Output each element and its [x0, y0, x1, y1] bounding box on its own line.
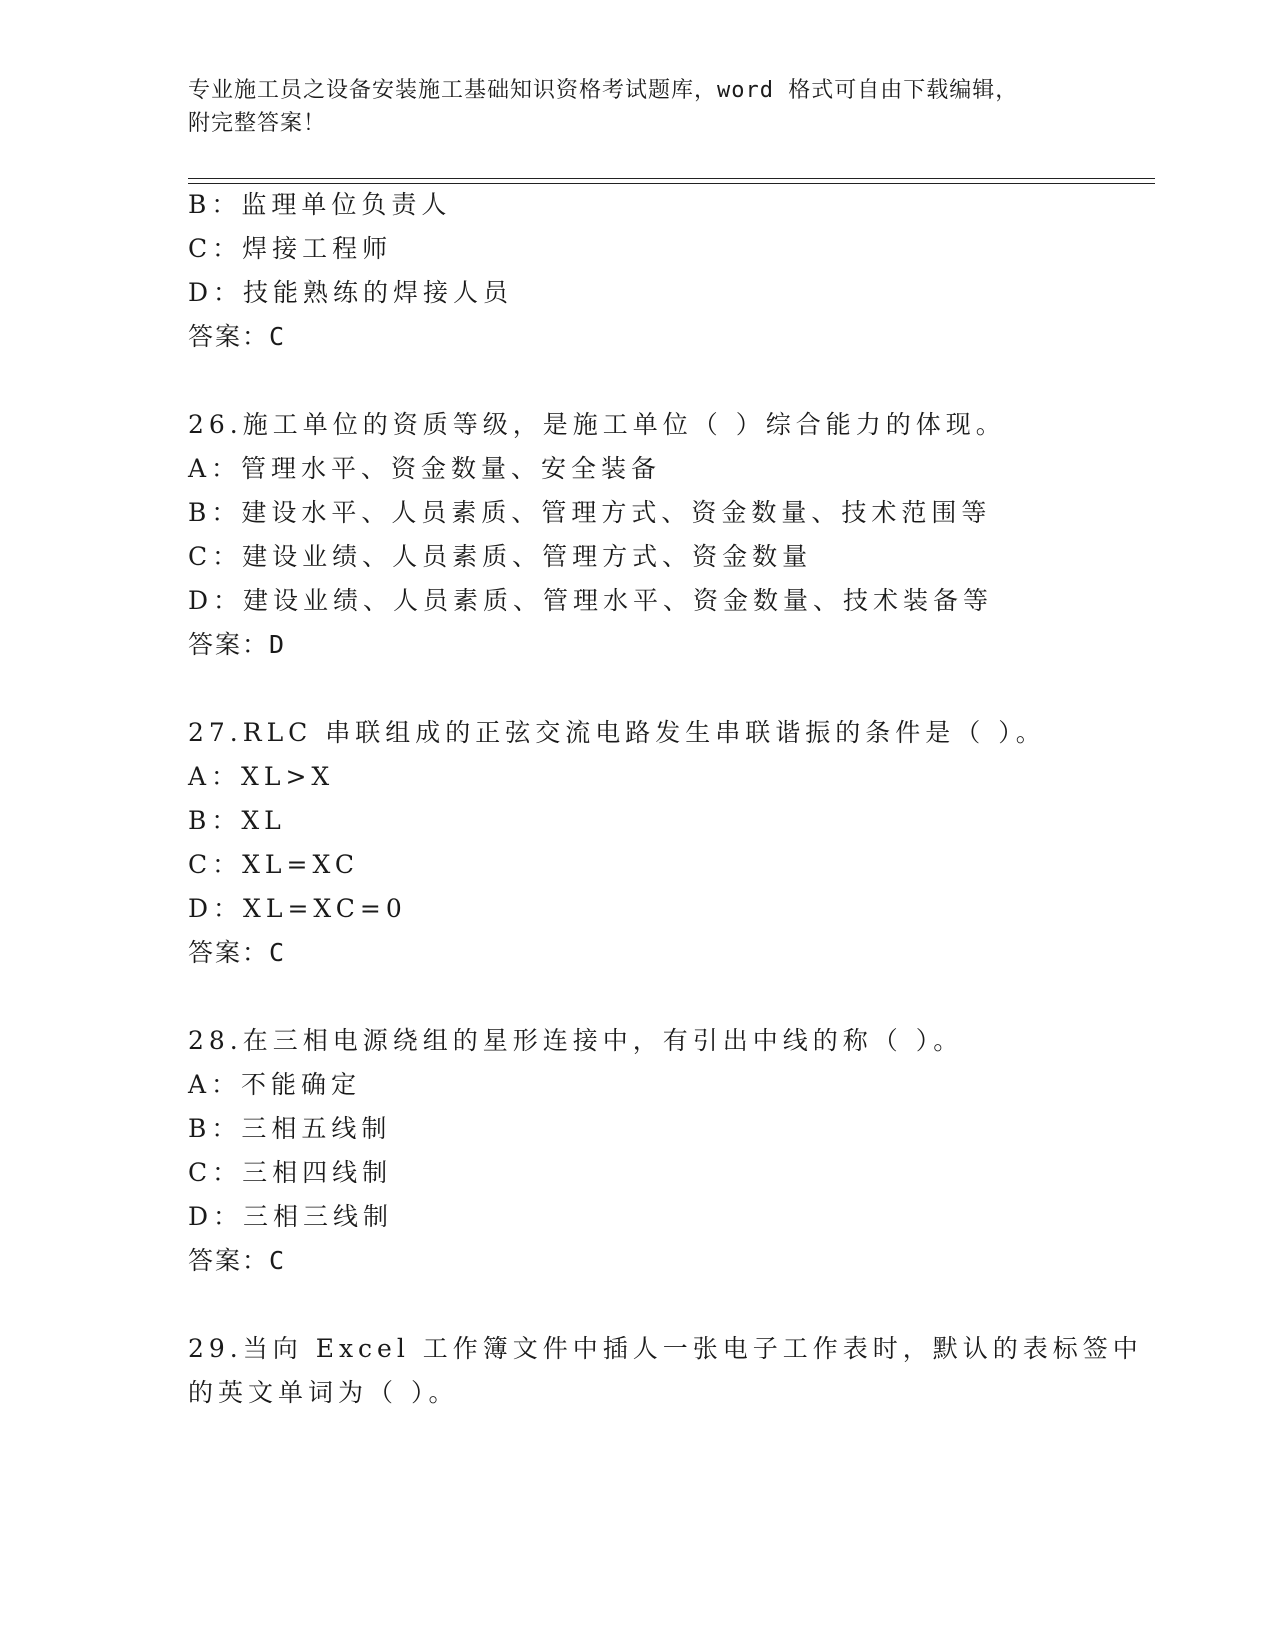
q25-option-b: B：监理单位负责人: [188, 190, 452, 219]
q25-answer: [188, 320, 285, 354]
q26-option-d: D：建设业绩、人员素质、管理水平、资金数量、技术装备等: [188, 586, 994, 615]
answer-label: 答案：: [188, 938, 270, 967]
q27-answer: [188, 936, 285, 970]
document-header: [188, 74, 1068, 140]
q27-option-d: D：XL=XC=0: [188, 894, 407, 923]
q28-question: 28.在三相电源绕组的星形连接中，有引出中线的称（ ）。: [188, 1026, 964, 1055]
answer-value: C: [269, 322, 286, 351]
q25-option-d: D：技能熟练的焊接人员: [188, 278, 514, 307]
q25-option-c: C：焊接工程师: [188, 234, 393, 263]
header-divider-top: [188, 178, 1155, 179]
q28-option-b: B：三相五线制: [188, 1114, 392, 1143]
q28-option-d: D：三相三线制: [188, 1202, 394, 1231]
answer-value: C: [269, 938, 286, 967]
q29-question-line-2: 的英文单词为（ ）。: [188, 1378, 459, 1407]
q26-question: 26.施工单位的资质等级，是施工单位（ ）综合能力的体现。: [188, 410, 1006, 439]
header-divider-bottom: [188, 183, 1155, 184]
q26-option-c: C：建设业绩、人员素质、管理方式、资金数量: [188, 542, 813, 571]
answer-label: 答案：: [188, 322, 270, 351]
q27-option-b: B：XL: [188, 806, 286, 835]
header-line-1: 专业施工员之设备安装施工基础知识资格考试题库，word 格式可自由下载编辑，: [188, 78, 1019, 103]
header-line-2: 附完整答案！: [188, 111, 327, 136]
q28-option-c: C：三相四线制: [188, 1158, 393, 1187]
q27-question: 27.RLC 串联组成的正弦交流电路发生串联谐振的条件是（ ）。: [188, 718, 1046, 747]
q28-answer: [188, 1244, 285, 1278]
q26-answer: [188, 628, 285, 662]
q27-option-c: C：XL=XC: [188, 850, 359, 879]
answer-label: 答案：: [188, 630, 270, 659]
answer-label: 答案：: [188, 1246, 270, 1275]
q28-option-a: A：不能确定: [188, 1070, 362, 1099]
q27-option-a: A：XL>X: [188, 762, 335, 791]
answer-value: C: [269, 1246, 286, 1275]
q26-option-b: B：建设水平、人员素质、管理方式、资金数量、技术范围等: [188, 498, 992, 527]
q29-question-line-1: 29.当向 Excel 工作簿文件中插人一张电子工作表时，默认的表标签中: [188, 1334, 1143, 1363]
answer-value: D: [269, 630, 286, 659]
q26-option-a: A：管理水平、资金数量、安全装备: [188, 454, 662, 483]
